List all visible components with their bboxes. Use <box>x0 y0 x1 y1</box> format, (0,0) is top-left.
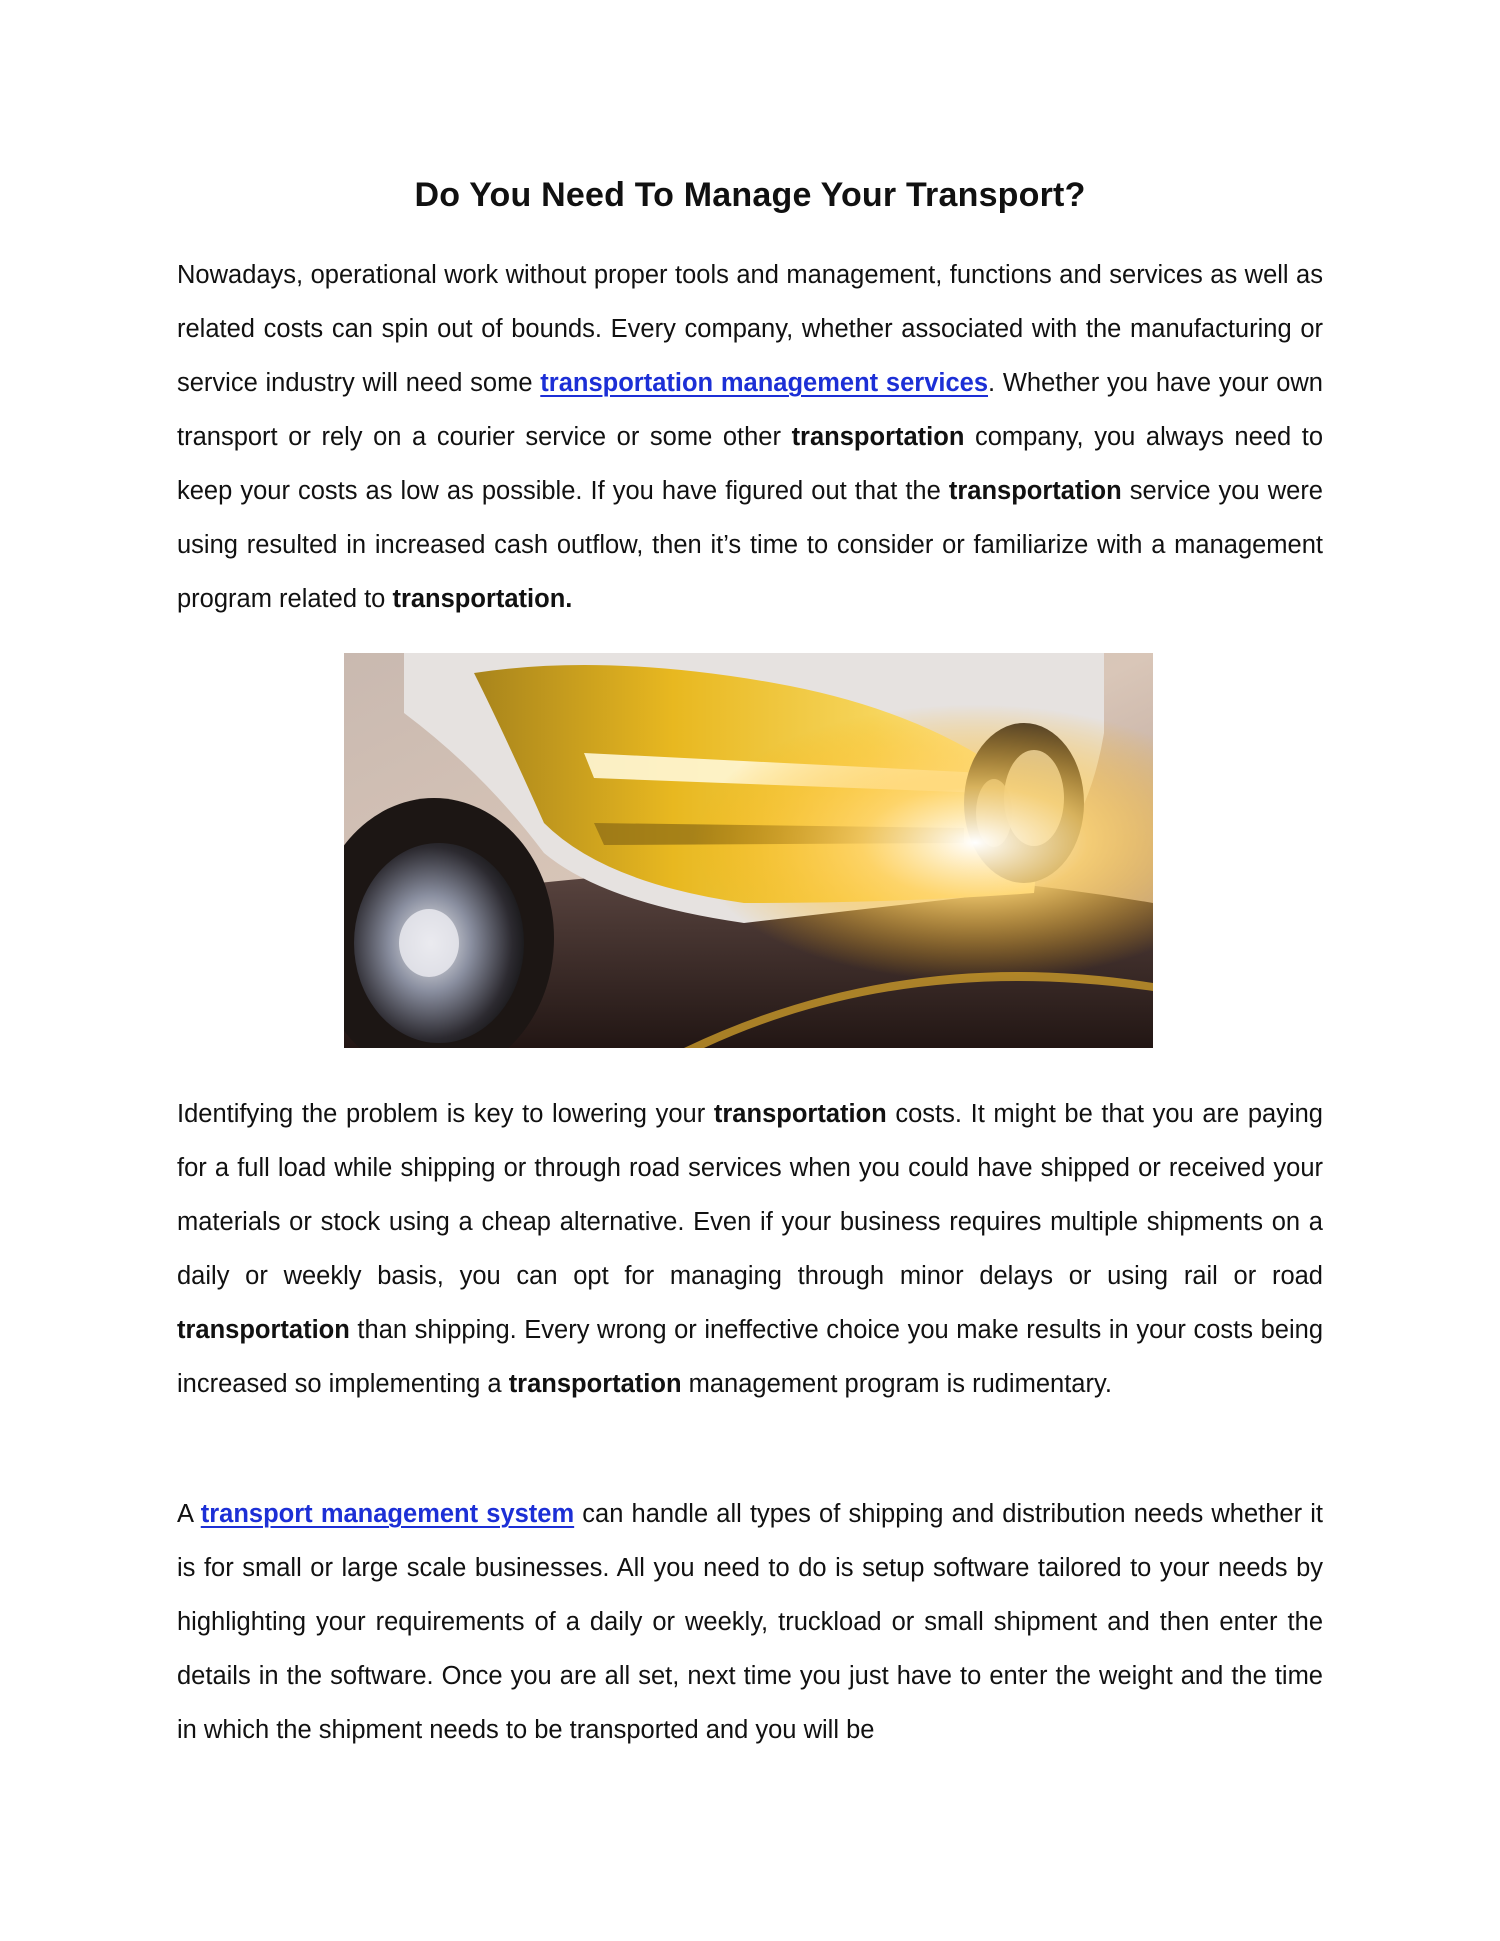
paragraph-text: management program is rudimentary. <box>681 1370 1112 1398</box>
truck-illustration <box>344 653 1153 1048</box>
paragraph-text: . Whether you have your own transport or rely on a courier service or some other <box>177 369 1323 451</box>
paragraph-text: company, you always need to keep your costs as low as possible. If you have figured out that the <box>177 423 1323 505</box>
transportation-management-services-link[interactable]: transportation management services <box>540 369 989 397</box>
transport-management-system-link[interactable]: transport management system <box>200 1500 575 1528</box>
paragraph-text: can handle all types of shipping and distribution needs whether it is for small or large scale businesses. All you need to do is setup software tailored to your needs by highlighting your requirements of a daily or weekly, truckload or small shipment and then enter the details in the software. Once you are all set, next time you just have to enter the weight and the time in which the shipment needs to be transported and you will be <box>177 1500 1323 1744</box>
page-title: Do You Need To Manage Your Transport? <box>414 176 1086 214</box>
paragraph-text: Nowadays, operational work without proper tools and management, functions and services as well as related costs can spin out of bounds. Every company, whether associated with the manufacturing or service industry will need some <box>177 261 1323 397</box>
paragraph-text: Identifying the problem is key to lowering your <box>177 1100 714 1128</box>
bold-keyword: transportation <box>948 477 1122 505</box>
paragraph-text: costs. It might be that you are paying for a full load while shipping or through road services when you could have shipped or received your materials or stock using a cheap alternative. Even if your business requires multiple shipments on a daily or weekly basis, you can opt for managing through minor delays or using rail or road <box>177 1100 1323 1290</box>
paragraph-text: A <box>177 1500 201 1528</box>
paragraph-intro <box>177 248 1323 626</box>
paragraph-problem <box>177 1087 1323 1411</box>
paragraph-text: service you were using resulted in increased cash outflow, then it’s time to consider or familiarize with a management program related to <box>177 477 1323 613</box>
bold-keyword: transportation <box>177 1316 350 1344</box>
paragraph-text: than shipping. Every wrong or ineffective choice you make results in your costs being increased so implementing a <box>177 1316 1323 1398</box>
bold-keyword: transportation <box>508 1370 682 1398</box>
bold-keyword: transportation. <box>392 585 573 613</box>
truck-photo <box>344 653 1153 1048</box>
bold-keyword: transportation <box>791 423 965 451</box>
paragraph-system <box>177 1487 1323 1757</box>
bold-keyword: transportation <box>713 1100 887 1128</box>
hub-center <box>399 909 459 977</box>
